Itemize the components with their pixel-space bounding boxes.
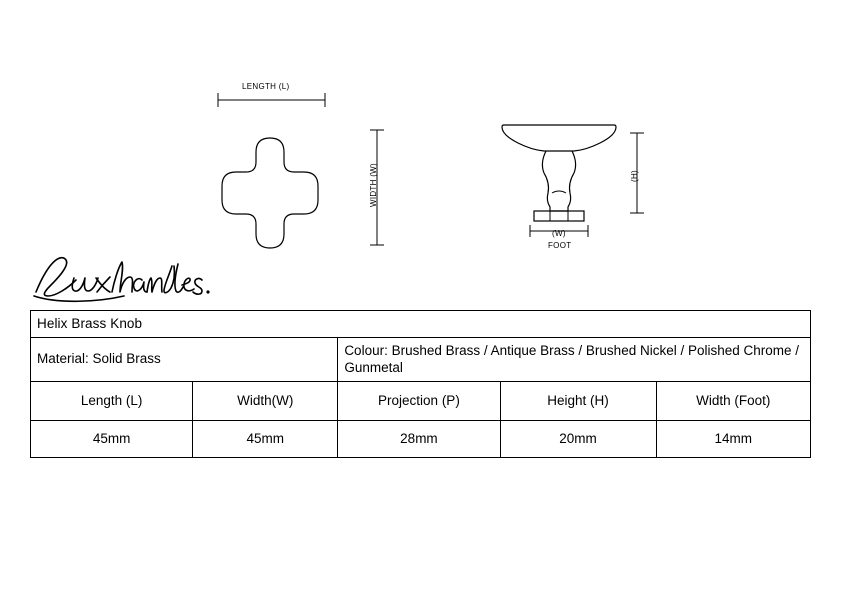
table-row-material-colour — [31, 337, 811, 381]
brand-signature — [28, 252, 213, 304]
table-row-values — [31, 420, 811, 457]
length-dimension-label: LENGTH (L) — [242, 82, 290, 91]
product-title: Helix Brass Knob — [31, 311, 811, 338]
header-projection: Projection (P) — [338, 381, 500, 420]
foot-label: FOOT — [548, 241, 572, 250]
value-foot-width: 14mm — [656, 420, 810, 457]
header-width: Width(W) — [193, 381, 338, 420]
knob-neck-detail — [552, 191, 566, 193]
knob-cross-outline — [222, 138, 318, 248]
width-dimension-label: WIDTH (W) — [369, 163, 378, 208]
value-width: 45mm — [193, 420, 338, 457]
material-label: Material: Solid Brass — [31, 337, 338, 381]
foot-width-label: (W) — [552, 229, 566, 238]
value-height: 20mm — [500, 420, 656, 457]
table-row-title — [31, 311, 811, 338]
header-foot-width: Width (Foot) — [656, 381, 810, 420]
colour-label: Colour: Brushed Brass / Antique Brass / Brushed Nickel / Polished Chrome / Gunmetal — [338, 337, 811, 381]
spec-table — [30, 310, 811, 458]
height-dimension-label: (H) — [630, 170, 639, 183]
length-dimension-line — [218, 93, 325, 107]
signature-dot — [206, 290, 209, 293]
table-row-headers — [31, 381, 811, 420]
value-projection: 28mm — [338, 420, 500, 457]
knob-cap-outline — [502, 125, 616, 151]
header-length: Length (L) — [31, 381, 193, 420]
value-length: 45mm — [31, 420, 193, 457]
knob-neck-outline — [542, 151, 575, 211]
knob-foot-plate — [534, 211, 584, 221]
header-height: Height (H) — [500, 381, 656, 420]
